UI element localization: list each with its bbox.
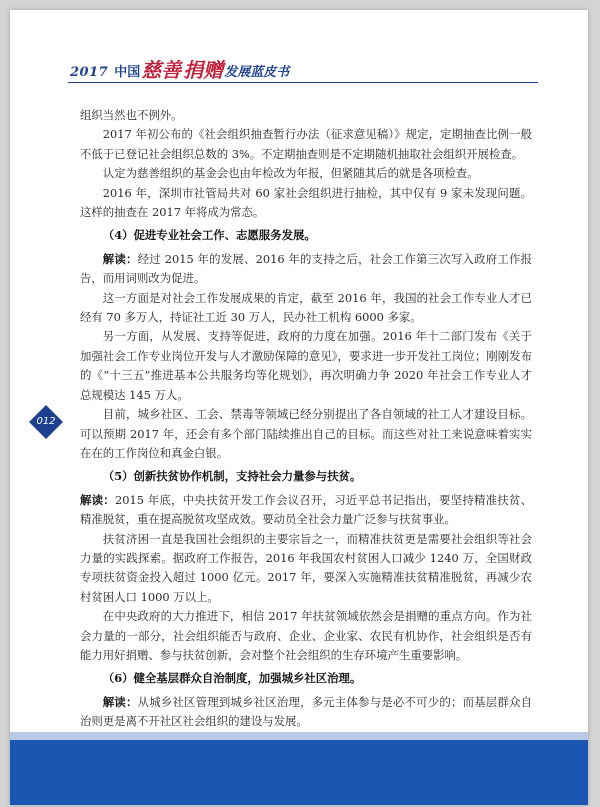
footer-stripe	[10, 732, 588, 740]
paragraph	[80, 250, 532, 289]
header-divider	[68, 82, 538, 83]
paragraph: 组织当然也不例外。	[80, 108, 183, 122]
paragraph: 认定为慈善组织的基金会也由年检改为年报，但紧随其后的就是各项检查。	[102, 166, 479, 181]
paragraph-text: 经过 2015 年的发展、2016 年的支持之后，社会工作第三次写入政府工作报告，而用词则改为促进。	[80, 251, 532, 286]
paragraph: 另一方面，从发展、支持等促进，政府的力度在加强。2016 年十二部门发布《关于加强社会工作专业岗位开发与人才激励保障的意见》，要求进一步开发社工岗位；刚刚发布的《“十三五”推进基本公共服务均等化规划》，再次明确力争 2020 年社会工作专业人才总规模达 145 万人。	[80, 329, 532, 402]
page-number: 012	[36, 416, 56, 427]
paragraph: 目前，城乡社区、工会、禁毒等领域已经分别提出了各自领域的社工人才建设目标。可以预期 2017 年，还会有多个部门陆续推出自己的目标。而这些对社工来说意味着实实在在的工作岗位和真金白银。	[80, 407, 532, 460]
paragraph	[80, 491, 532, 530]
paragraph: 在中央政府的大力推进下，相信 2017 年扶贫领域依然会是捐赠的重点方向。作为社会力量的一部分，社会组织能否与政府、企业、企业家、农民有机协作，社会组织是否有能力用好捐赠、参与扶贫创新，会对整个社会组织的生存环境产生重要影响。	[80, 609, 532, 662]
paragraph: 2017 年初公布的《社会组织抽查暂行办法（征求意见稿）》规定，定期抽查比例一般不低于已登记社会组织总数的 3%。不定期抽查则是不定期随机抽取社会组织开展检查。	[80, 127, 532, 161]
header-year: 2017	[70, 65, 109, 80]
header-title-part: 中国	[114, 65, 141, 80]
header-title-part: 发展蓝皮书	[224, 65, 290, 80]
header-title-highlight: 捐赠	[183, 58, 224, 82]
paragraph	[80, 693, 532, 732]
interpretation-label: 解读：	[80, 492, 115, 507]
paragraph-text: 从城乡社区管理到城乡社区治理，多元主体参与是必不可少的；而基层群众自治则更是离不开社区社会组织的建设与发展。	[80, 694, 532, 729]
section-heading: （6）健全基层群众自治制度，加强城乡社区治理。	[102, 671, 362, 686]
section-heading: （4）促进专业社会工作、志愿服务发展。	[102, 228, 316, 243]
document-page	[10, 10, 588, 805]
running-header	[70, 56, 289, 80]
interpretation-label: 解读：	[102, 251, 138, 266]
header-title-highlight: 慈善	[141, 58, 182, 82]
paragraph: 这一方面是对社会工作发展成果的肯定，截至 2016 年，我国的社会工作专业人才已经有 70 多万人，持证社工近 30 万人，民办社工机构 6000 多家。	[80, 290, 532, 325]
section-heading: （5）创新扶贫协作机制，支持社会力量参与扶贫。	[102, 469, 362, 484]
paragraph: 扶贫济困一直是我国社会组织的主要宗旨之一，而精准扶贫更是需要社会组织等社会力量的实践探索。据政府工作报告，2016 年我国农村贫困人口减少 1240 万，全国财政专项扶贫资金投入超过 1000 亿元。2017 年，要深入实施精准扶贫精准脱贫，再减少农村贫困人口 1000 万以上。	[80, 531, 532, 604]
footer-band	[10, 740, 588, 805]
body-text	[80, 106, 532, 790]
interpretation-label: 解读：	[102, 694, 138, 709]
paragraph: 2016 年，深圳市社管局共对 60 家社会组织进行抽检，其中仅有 9 家未发现问题。这样的抽查在 2017 年将成为常态。	[80, 185, 532, 220]
paragraph-text: 2015 年底，中央扶贫开发工作会议召开，习近平总书记指出，要坚持精准扶贫、精准脱贫，重在提高脱贫攻坚成效。要动员全社会力量广泛参与扶贫事业。	[80, 492, 532, 527]
